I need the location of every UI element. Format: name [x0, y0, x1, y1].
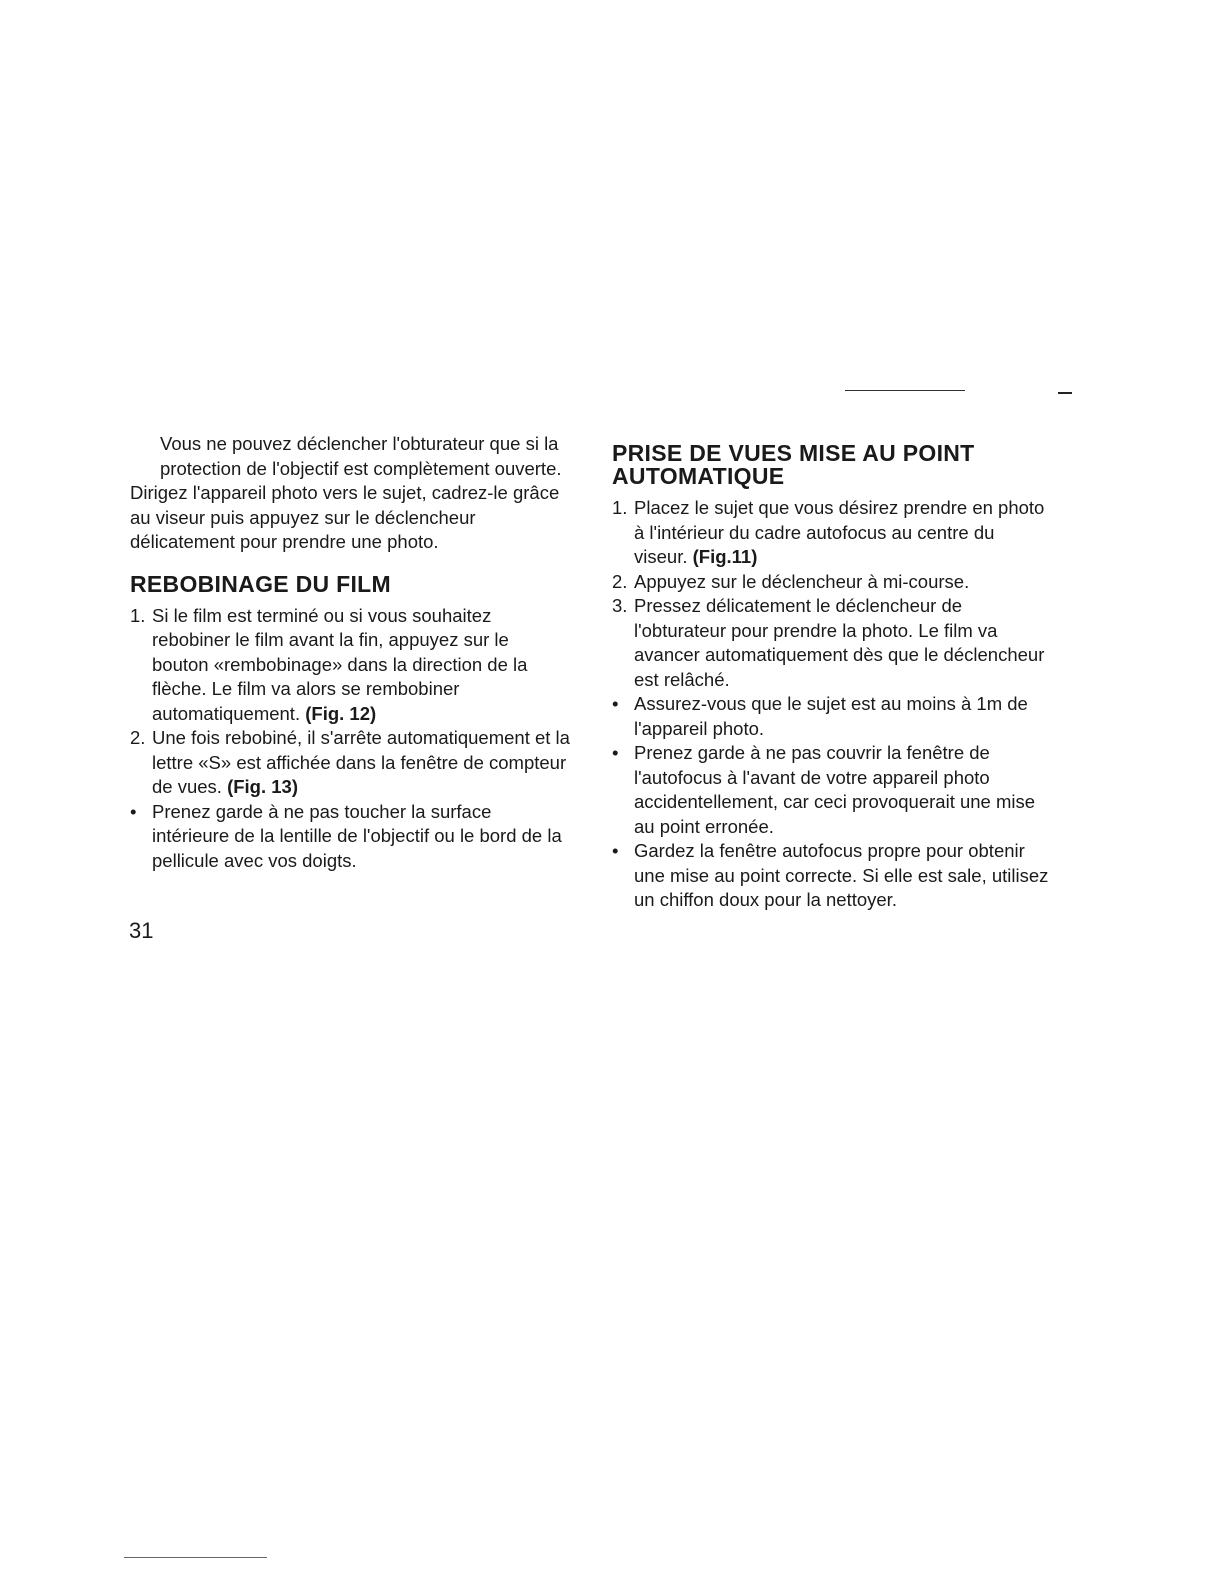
- section-title-rebobinage: REBOBINAGE DU FILM: [130, 570, 391, 597]
- list-item-text: Si le film est terminé ou si vous souhaitez rebobiner le film avant la fin, appuyez sur le bouton «rembobinage» dans la direction de la flèche. Le film va alors se rembobiner automatiquement.: [152, 604, 528, 724]
- list-marker: 2.: [612, 570, 628, 592]
- list-item-text: Assurez-vous que le sujet est au moins à 1m de l'appareil photo.: [634, 693, 1028, 739]
- figure-reference: (Fig. 12): [305, 702, 377, 724]
- scan-mark-top-right: [845, 390, 965, 391]
- list-item-text: Appuyez sur le déclencheur à mi-course.: [634, 570, 970, 592]
- list-item-text: Placez le sujet que vous désirez prendre en photo à l'intérieur du cadre autofocus au centre du viseur.: [634, 497, 1045, 567]
- list-marker: 3.: [612, 595, 628, 616]
- list-item: [612, 692, 1052, 741]
- left-column: [130, 432, 570, 873]
- section-title-prise-de-vues: PRISE DE VUES MISE AU POINT AUTOMATIQUE: [612, 440, 975, 489]
- list-item: [612, 594, 1052, 692]
- scan-mark-top-corner: [1058, 392, 1072, 394]
- bullet-marker: •: [612, 693, 619, 714]
- intro-indented-paragraph: Vous ne pouvez déclencher l'obturateur que si la protection de l'objectif est complètement ouverte.: [160, 433, 562, 479]
- intro-paragraph: Dirigez l'appareil photo vers le sujet, cadrez-le grâce au viseur puis appuyez sur le déclencheur délicatement pour prendre une photo.: [130, 482, 560, 552]
- list-item: [612, 839, 1052, 913]
- list-item-text: Pressez délicatement le déclencheur de l'obturateur pour prendre la photo. Le film va avancer automatiquement dès que le déclencheur est relâché.: [634, 595, 1045, 690]
- list-item-text: Prenez garde à ne pas toucher la surface intérieure de la lentille de l'objectif ou le bord de la pellicule avec vos doigts.: [152, 800, 562, 871]
- list-item-text: Gardez la fenêtre autofocus propre pour obtenir une mise au point correcte. Si elle est sale, utilisez un chiffon doux pour la nettoyer.: [634, 840, 1049, 910]
- list-item: [130, 726, 570, 800]
- list-item: [130, 604, 570, 727]
- list-marker: 1.: [612, 497, 628, 518]
- list-item: [612, 741, 1052, 839]
- right-column: [612, 442, 1052, 913]
- list-item: [130, 800, 570, 874]
- bullet-marker: •: [130, 800, 137, 822]
- page-number: 31: [129, 918, 154, 943]
- list-marker: 2.: [130, 727, 146, 748]
- bullet-marker: •: [612, 840, 619, 861]
- list-item: [612, 570, 1052, 595]
- bullet-marker: •: [612, 742, 619, 763]
- figure-reference: (Fig. 13): [227, 776, 298, 797]
- prise-de-vues-list: [612, 496, 1052, 913]
- list-item-text: Une fois rebobiné, il s'arrête automatiquement et la lettre «S» est affichée dans la fenêtre de compteur de vues.: [152, 727, 570, 797]
- list-item: [612, 496, 1052, 570]
- figure-reference: (Fig.11): [692, 546, 758, 567]
- list-marker: 1.: [130, 604, 146, 626]
- scan-mark-bottom-left: [124, 1557, 267, 1558]
- rebobinage-list: [130, 604, 570, 874]
- list-item-text: Prenez garde à ne pas couvrir la fenêtre de l'autofocus à l'avant de votre appareil photo accidentellement, car ceci provoquerait une mise au point erronée.: [634, 742, 1036, 837]
